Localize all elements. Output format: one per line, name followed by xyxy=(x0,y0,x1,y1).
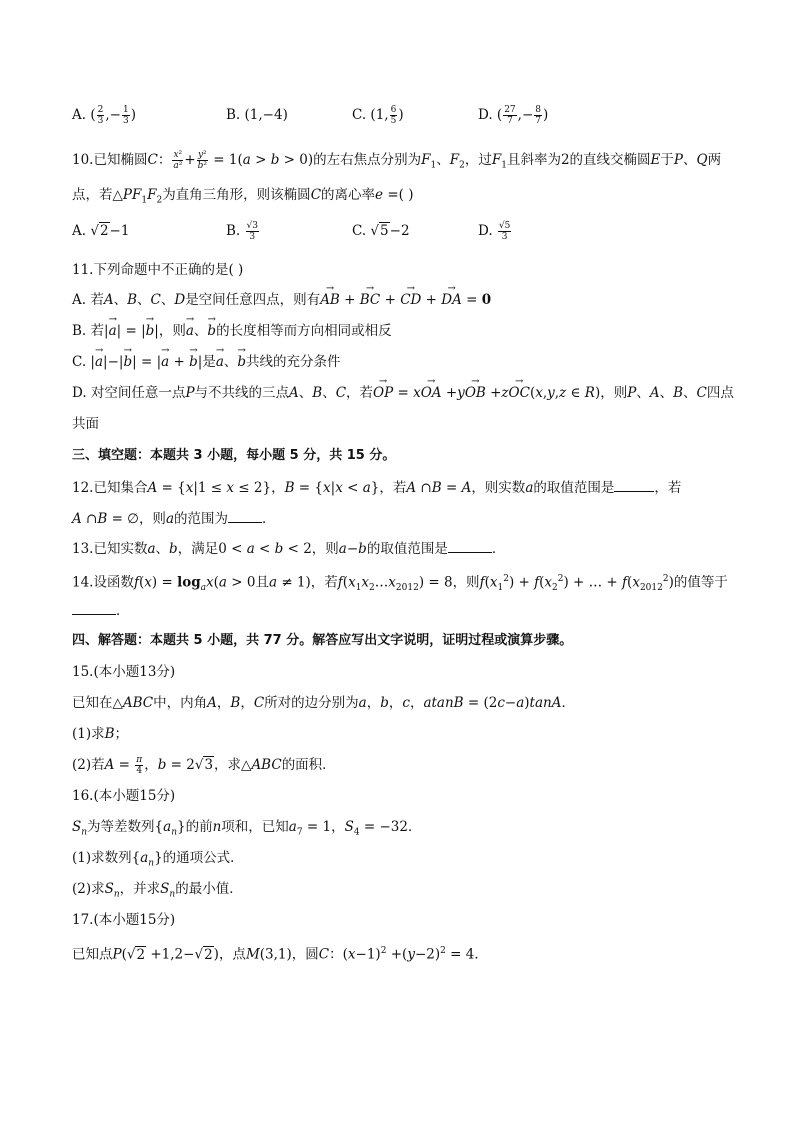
q13-text: 13.已知实数 xyxy=(72,541,148,557)
q14-text: 的值等于 xyxy=(673,574,728,591)
q10-line2: 点，若$\triangle PF_1F_2$为直角三角形，则该椭圆C的离心率e =( ) xyxy=(72,187,414,206)
q16-text: 项和，已知 xyxy=(221,819,289,835)
option-label: C. xyxy=(352,107,367,123)
q14-text: 14.设函数 xyxy=(72,574,134,591)
q15-title: 15.(本小题13分) xyxy=(72,664,176,680)
q12-text: 的取值范围是 xyxy=(533,480,615,496)
q10-option-b: B. $\frac{√3}{3}$ xyxy=(226,221,258,242)
q11-text: 与不共线的三点 xyxy=(194,385,290,401)
q17-text: ，点 xyxy=(218,946,246,963)
q12-line2: A ∩B = ∅，则a的范围为 ． xyxy=(72,508,276,529)
q16-text: 为等差数列 xyxy=(87,819,155,835)
option-value: (1,−4) xyxy=(244,107,288,123)
q11-text: D. 对空间任意一点 xyxy=(72,385,186,401)
q10-option-c: C. √5−2 xyxy=(352,223,410,239)
q12-text: ，则 xyxy=(138,511,166,527)
q10-option-d: D. $\frac{√5}{3}$ xyxy=(478,221,511,242)
q11-option-d: D. 对空间任意一点P与不共线的三点A、B、C，若→ OP = x→ OA +y→ OB +z→ OC(x,y,z ∈ R)，则P、A、B、C四点 xyxy=(72,383,734,403)
q10-text: 为直角三角形，则该椭圆 xyxy=(162,187,311,203)
q12-text: 12.已知集合 xyxy=(72,480,148,496)
q13-blank[interactable] xyxy=(448,538,492,553)
q9-option-a: A. ( $\frac{2}{3}$ ,− $\frac{1}{3}$ ) xyxy=(72,105,136,126)
q15-text: 中，内角 xyxy=(153,695,208,711)
q10-text: 且斜率为2的直线交椭圆 xyxy=(506,152,651,168)
q11-text: 是 xyxy=(202,354,216,370)
q11-text: B. 若 xyxy=(72,323,105,339)
q11-text: ，则 xyxy=(600,385,628,401)
q12-text: ，若 xyxy=(654,480,682,496)
q16-stem: $S_n$为等差数列$\{a_n\}$的前n项和，已知$a_7 = 1$，$S_4 = -32$． xyxy=(72,819,422,838)
q14-text: ，若 xyxy=(310,574,338,591)
q16-text: 的最小值． xyxy=(175,881,243,897)
q10-text: ，过 xyxy=(464,152,492,168)
q12-text: 的范围为 xyxy=(174,511,228,527)
q10-text: 的离心率 xyxy=(321,187,376,203)
q15-text: (2)若 xyxy=(72,757,105,773)
option-label: A. xyxy=(72,223,87,239)
q11-text: 共线的充分条件 xyxy=(246,354,341,370)
q10-text: =( ) xyxy=(387,187,414,203)
q17-text: ，圆 xyxy=(291,946,319,963)
q9-option-d: D. ( $\frac{27}{7}$ ,− $\frac{8}{7}$ ) xyxy=(478,105,549,126)
q15-part2: (2)若A = $\frac{\pi}{4}$ ，b = 2√3，求△ABC的面积． xyxy=(72,755,336,776)
q16-title: 16.(本小题15分) xyxy=(72,788,176,804)
q15-text: 的面积． xyxy=(281,757,336,773)
q15-text: (1)求 xyxy=(72,726,105,742)
q11-text: C. xyxy=(72,354,87,370)
q11-text: ，若 xyxy=(346,385,374,401)
q10-text: 两 xyxy=(707,152,722,168)
q10-text: 点，若 xyxy=(72,187,113,203)
q10-text: 的左右焦点分别 xyxy=(313,152,408,168)
q11-text: ，则 xyxy=(158,323,186,339)
q16-text: 的前 xyxy=(185,819,213,835)
q17-title: 17.(本小题15分) xyxy=(72,912,176,928)
q14-line1: 14.设函数$f(x) = \log_ax(a > 0$且a ≠ 1)，若$f(x_1x_2\dots x_{2012}) = 8$，则$f(x_1^2) + f(x_2^2)$ + … + $f(x_{2012}^2)$的值等于 xyxy=(72,574,728,594)
option-label: B. xyxy=(226,107,241,123)
q11-option-d-line2: 共面 xyxy=(72,416,99,432)
q13-line: 13.已知实数a、b，满足0 < a < b < 2，则a−b的取值范围是 ． xyxy=(72,538,505,559)
q14-text: ，则 xyxy=(452,574,480,591)
q14-text: 且 xyxy=(255,574,269,591)
q15-text: 所对的边分别为 xyxy=(264,695,359,711)
q12-text: ，若 xyxy=(379,480,407,496)
q9-option-b xyxy=(226,104,288,126)
q10-line1: 10.已知椭圆C： $\frac{\text{x²}}{\text{a²}}$ + $\frac{\text{y²}}{\text{b²}}$ = 1(a > b > 0)的左右焦点分别为$F_1$、$F_2$，过$F_1$且斜率为2的直线交椭圆E于P、Q两 xyxy=(72,150,722,171)
q16-part2: (2)求$S_n$，并求$S_n$的最小值． xyxy=(72,881,243,900)
q9-options xyxy=(72,104,732,132)
q14-blank[interactable] xyxy=(72,600,116,615)
q17-stem: 已知点P(√2 +1,2−√2)，点M(3,1)，圆C：$(x-1)^2 +(y-2)^2 = 4$． xyxy=(72,946,488,963)
q10-option-a: A. √2−1 xyxy=(72,223,130,239)
q10-text: 10.已知椭圆 xyxy=(72,152,148,168)
option-label: D. xyxy=(478,223,493,239)
q15-part1: (1)求B； xyxy=(72,726,129,742)
q16-text: (1)求数列 xyxy=(72,850,132,866)
q16-text: (2)求 xyxy=(72,881,105,897)
q17-text: 已知点 xyxy=(72,946,113,963)
q11-text: A. 若 xyxy=(72,292,104,308)
section-fill-in: 三、填空题：本题共 3 小题，每小题 5 分，共 15 分。 xyxy=(72,448,396,463)
q11-text: 的长度相等而方向相同或相反 xyxy=(216,323,392,339)
option-label: D. xyxy=(478,107,493,123)
q11-option-b: B. 若|→ a| = |→ b|，则→ a、→ b的长度相等而方向相同或相反 xyxy=(72,321,392,341)
q11-option-c: C. |→ a|−|→ b| = |→ a + → b|是→ a、→ b共线的充分条件 xyxy=(72,352,341,372)
q16-part1: (1)求数列$\{a_n\}$的通项公式． xyxy=(72,850,244,869)
q10-options xyxy=(72,220,732,248)
q11-option-a: A. 若A、B、C、D是空间任意四点，则有→ AB + → BC + → CD + → DA = 0 xyxy=(72,290,491,310)
q15-stem: 已知在△ABC中，内角A，B，C所对的边分别为a，b，c，atanB = (2c−a)tanA． xyxy=(72,695,575,711)
q11-title: 11.下列命题中不正确的是( ) xyxy=(72,262,244,278)
q9-option-c: C. (1, $\frac{6}{5}$ ) xyxy=(352,105,404,126)
q16-text: ，并求 xyxy=(119,881,161,897)
q13-text: ，则 xyxy=(311,541,339,557)
q14-line2: ． xyxy=(72,600,130,621)
section-answer: 四、解答题：本题共 5 小题，共 77 分。解答应写出文字说明，证明过程或演算步骤。 xyxy=(72,633,573,648)
q16-text: 的通项公式． xyxy=(162,850,244,866)
q15-text: ，求 xyxy=(214,757,242,773)
q11-text: 四点 xyxy=(706,385,734,401)
q15-text: 已知在 xyxy=(72,695,113,711)
q12-text: ，则实数 xyxy=(471,480,526,496)
q12-line1: 12.已知集合A = {x|1 ≤ x ≤ 2}，B = {x|x < a}，若A ∩B = A，则实数a的取值范围是 ，若 xyxy=(72,477,681,498)
option-label: C. xyxy=(352,223,367,239)
q12-blank-2[interactable] xyxy=(228,508,262,523)
q13-text: ，满足 xyxy=(177,541,219,557)
option-label: B. xyxy=(226,223,241,239)
option-label: A. xyxy=(72,107,87,123)
q13-text: 的取值范围是 xyxy=(366,541,448,557)
q11-text: 是空间任意四点，则有 xyxy=(185,292,321,308)
q10-text: 于 xyxy=(660,152,674,168)
q12-blank-1[interactable] xyxy=(614,477,654,492)
